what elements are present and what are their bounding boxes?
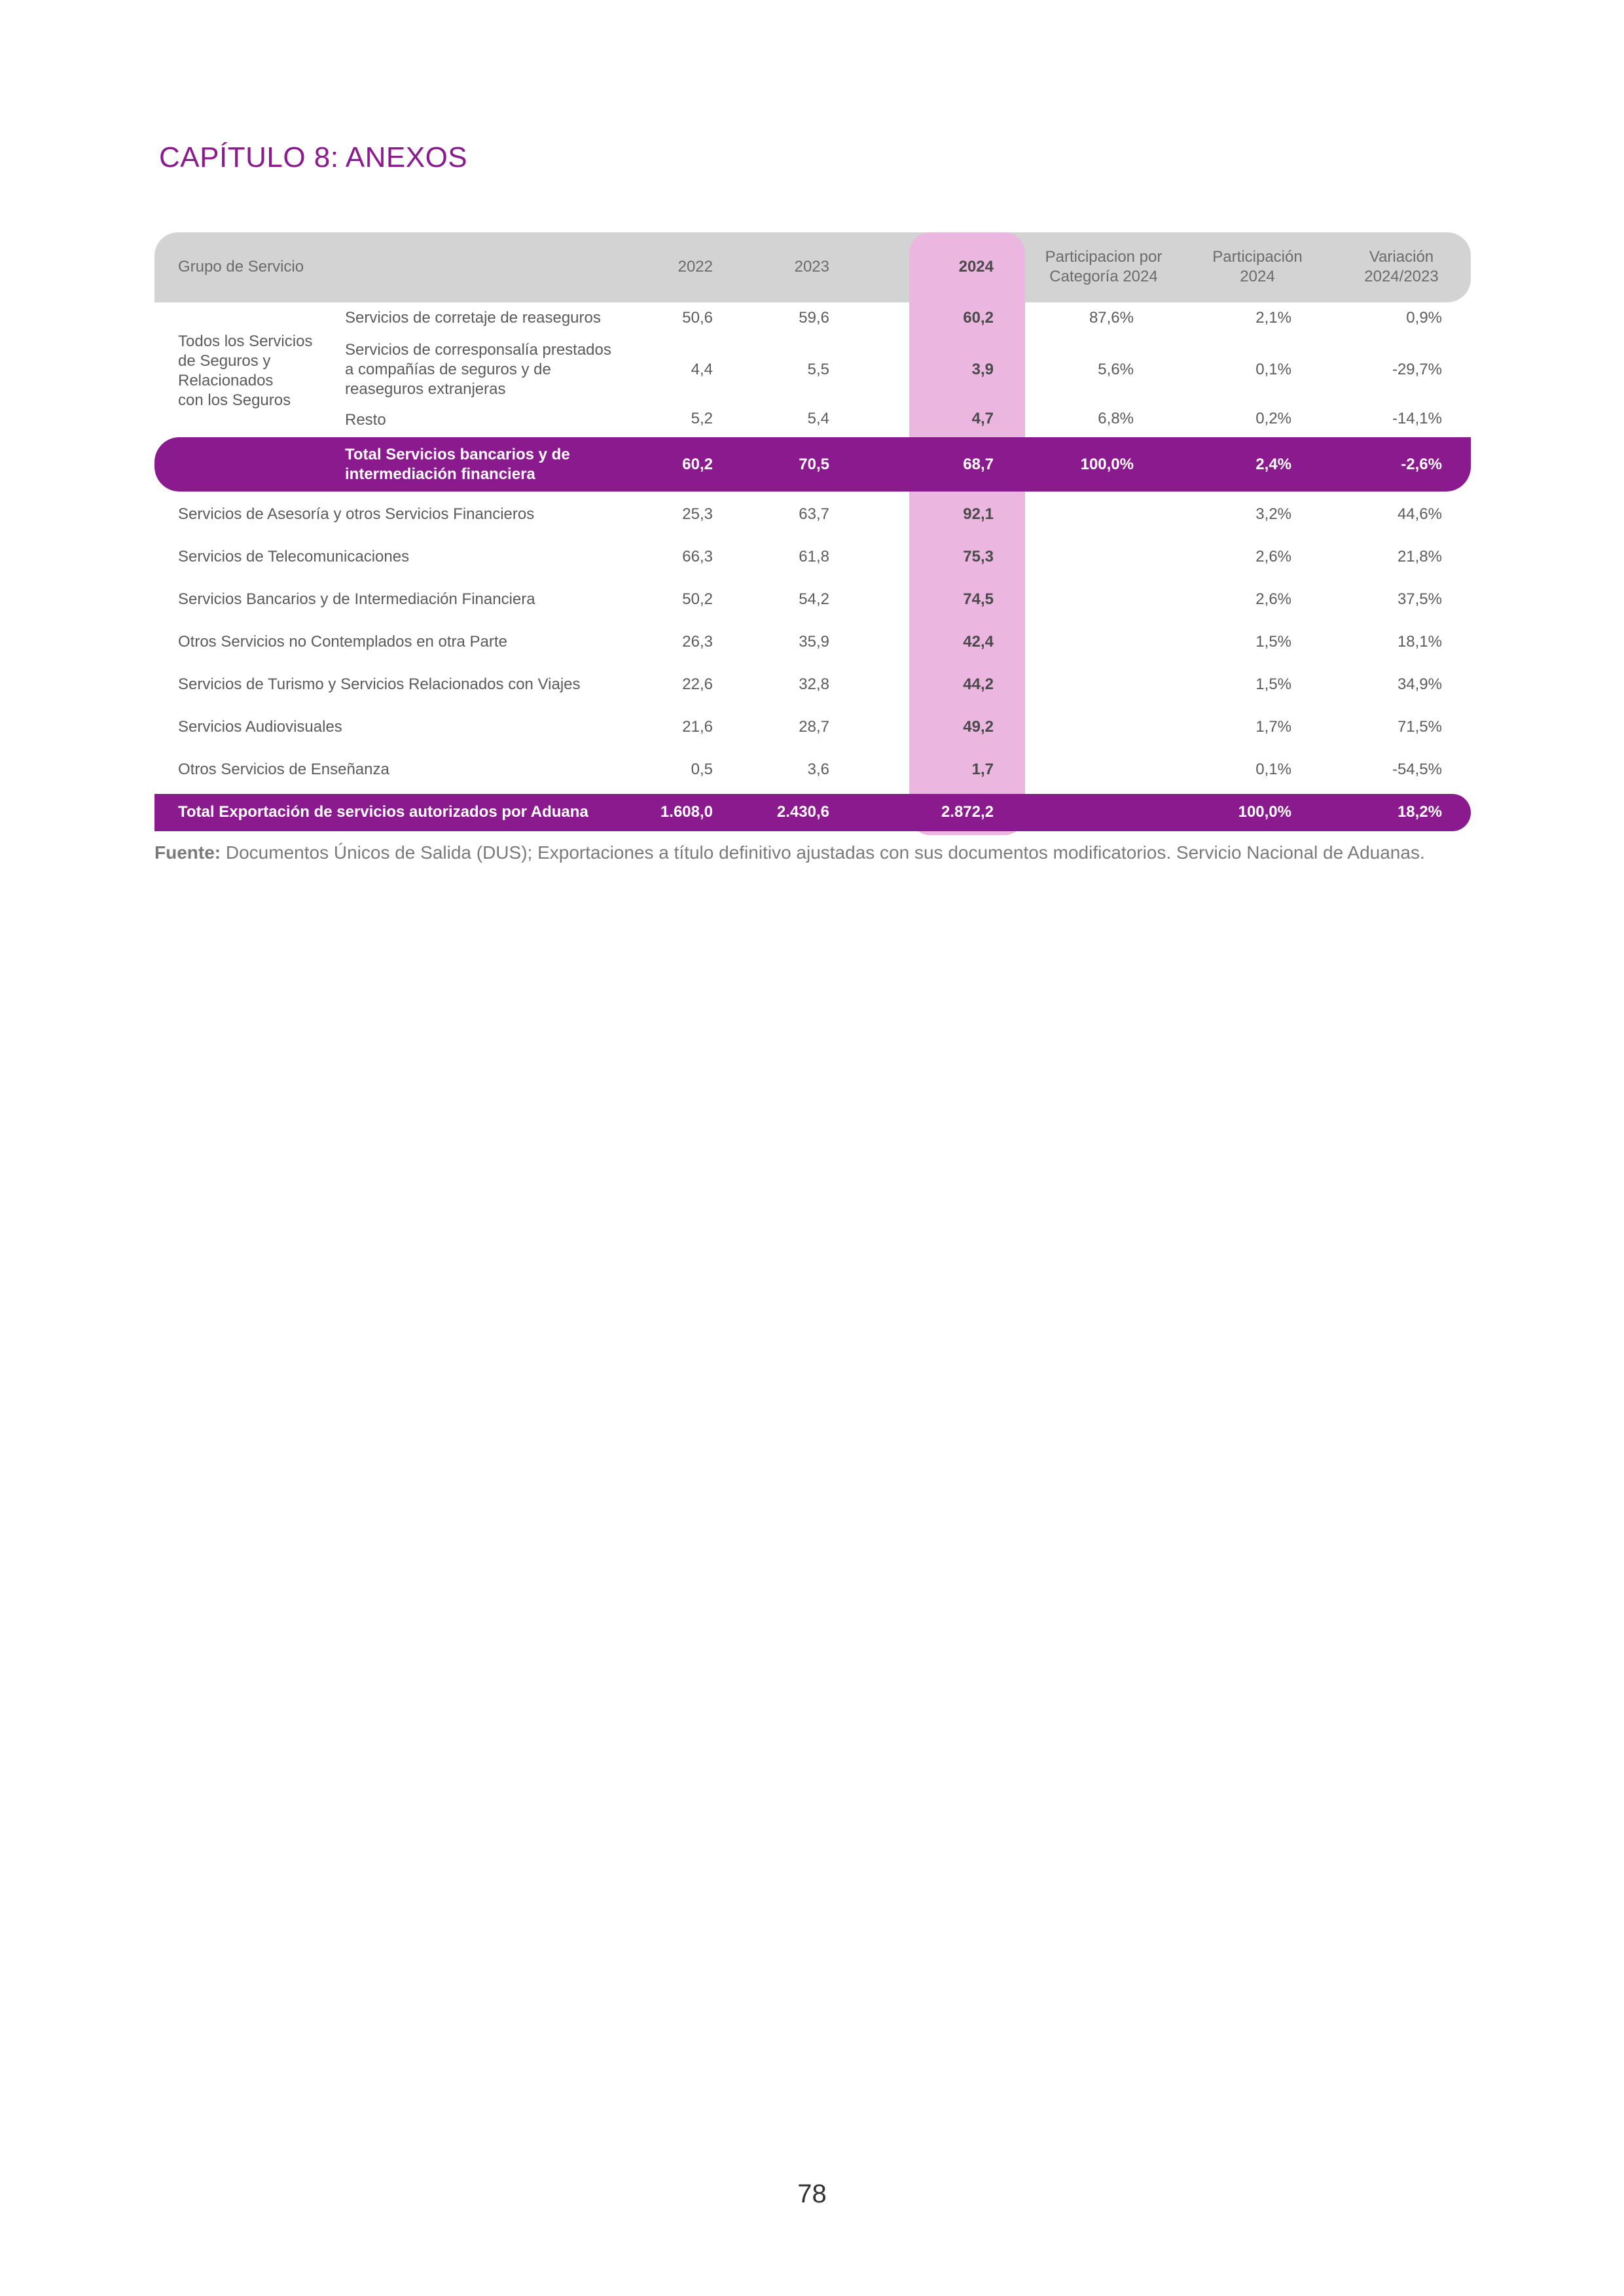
cell-var: 21,8% — [1397, 548, 1442, 565]
source-text: Documentos Únicos de Salida (DUS); Exportaciones a título definitivo ajustadas con sus documentos modificatorios. Servicio Nacional de Aduanas. — [221, 842, 1425, 863]
row-label: Otros Servicios no Contemplados en otra Parte — [178, 633, 507, 651]
subtotal-2024: 68,7 — [963, 456, 994, 473]
cell-2024: 44,2 — [963, 675, 994, 693]
header-part-cat: Participacion por Categoría 2024 — [1045, 248, 1163, 285]
cell-2024: 60,2 — [963, 309, 994, 327]
cell-2022: 66,3 — [682, 548, 713, 565]
row-label: Servicios Bancarios y de Intermediación Financiera — [178, 590, 535, 608]
cell-var: 71,5% — [1397, 718, 1442, 736]
cell-2023: 5,5 — [807, 361, 829, 378]
cell-var: 37,5% — [1397, 590, 1442, 608]
cell-part: 1,5% — [1255, 675, 1291, 693]
cell-2022: 4,4 — [691, 361, 713, 378]
subtotal-var: -2,6% — [1401, 456, 1442, 473]
cell-2024: 75,3 — [963, 548, 994, 565]
cell-part: 3,2% — [1255, 505, 1291, 523]
header-2024: 2024 — [958, 258, 994, 276]
cell-2022: 50,2 — [682, 590, 713, 608]
subtotal-2022: 60,2 — [682, 456, 713, 473]
insurance-row-label: Servicios de corresponsalía prestados a compañías de seguros y de reaseguros extranjeras — [345, 341, 611, 398]
header-2023: 2023 — [794, 258, 829, 276]
cell-part: 2,6% — [1255, 548, 1291, 565]
cell-2022: 21,6 — [682, 718, 713, 736]
cell-part: 0,2% — [1255, 410, 1291, 427]
cell-part-cat: 87,6% — [1089, 309, 1134, 327]
cell-2024: 92,1 — [963, 505, 994, 523]
cell-2024: 42,4 — [963, 633, 994, 651]
header-variation: Variación 2024/2023 — [1364, 248, 1439, 285]
cell-part: 0,1% — [1255, 761, 1291, 778]
cell-2024: 3,9 — [971, 361, 994, 378]
cell-var: -14,1% — [1392, 410, 1442, 427]
row-label: Servicios Audiovisuales — [178, 718, 342, 736]
cell-part-cat: 6,8% — [1098, 410, 1134, 427]
cell-var: -29,7% — [1392, 361, 1442, 378]
header-part-2024: Participación 2024 — [1212, 248, 1303, 285]
cell-2024: 74,5 — [963, 590, 994, 608]
row-label: Servicios de Turismo y Servicios Relacionados con Viajes — [178, 675, 581, 693]
total-var: 18,2% — [1397, 803, 1442, 821]
subtotal-part: 2,4% — [1255, 456, 1291, 473]
cell-2023: 28,7 — [799, 718, 829, 736]
cell-2023: 32,8 — [799, 675, 829, 693]
cell-2023: 63,7 — [799, 505, 829, 523]
cell-part-cat: 5,6% — [1098, 361, 1134, 378]
cell-var: -54,5% — [1392, 761, 1442, 778]
cell-2023: 54,2 — [799, 590, 829, 608]
cell-2023: 59,6 — [799, 309, 829, 327]
cell-2024: 4,7 — [971, 410, 994, 427]
total-2022: 1.608,0 — [660, 803, 713, 821]
cell-2023: 61,8 — [799, 548, 829, 565]
cell-2024: 1,7 — [971, 761, 994, 778]
cell-var: 0,9% — [1406, 309, 1442, 327]
cell-2023: 3,6 — [807, 761, 829, 778]
cell-var: 44,6% — [1397, 505, 1442, 523]
cell-2022: 25,3 — [682, 505, 713, 523]
total-label: Total Exportación de servicios autorizados por Aduana — [178, 803, 588, 821]
cell-part: 2,6% — [1255, 590, 1291, 608]
cell-part: 2,1% — [1255, 309, 1291, 327]
cell-2022: 22,6 — [682, 675, 713, 693]
total-2024: 2.872,2 — [941, 803, 994, 821]
cell-2022: 5,2 — [691, 410, 713, 427]
cell-2024: 49,2 — [963, 718, 994, 736]
source-label: Fuente: — [154, 842, 221, 863]
subtotal-2023: 70,5 — [799, 456, 829, 473]
row-label: Servicios de Telecomunicaciones — [178, 548, 410, 565]
services-table — [154, 232, 1471, 835]
cell-2022: 50,6 — [682, 309, 713, 327]
subtotal-part-cat: 100,0% — [1080, 456, 1134, 473]
header-group: Grupo de Servicio — [178, 258, 304, 276]
cell-2023: 35,9 — [799, 633, 829, 651]
row-label: Servicios de Asesoría y otros Servicios Financieros — [178, 505, 535, 523]
chapter-title: CAPÍTULO 8: ANEXOS — [159, 141, 468, 173]
page-number: 78 — [797, 2179, 827, 2208]
insurance-row-label: Servicios de corretaje de reaseguros — [345, 309, 601, 327]
cell-2022: 26,3 — [682, 633, 713, 651]
cell-2022: 0,5 — [691, 761, 713, 778]
row-label: Otros Servicios de Enseñanza — [178, 761, 389, 778]
cell-part: 0,1% — [1255, 361, 1291, 378]
cell-part: 1,5% — [1255, 633, 1291, 651]
source-note — [154, 842, 1425, 863]
header-2022: 2022 — [677, 258, 713, 276]
cell-part: 1,7% — [1255, 718, 1291, 736]
total-part: 100,0% — [1238, 803, 1291, 821]
cell-2023: 5,4 — [807, 410, 829, 427]
subtotal-label: Total Servicios bancarios y de intermediación financiera — [345, 446, 570, 483]
cell-var: 34,9% — [1397, 675, 1442, 693]
cell-var: 18,1% — [1397, 633, 1442, 651]
insurance-row-label: Resto — [345, 411, 386, 429]
total-2023: 2.430,6 — [776, 803, 829, 821]
insurance-group-label: Todos los Servicios de Seguros y Relacionados con los Seguros — [178, 332, 313, 409]
